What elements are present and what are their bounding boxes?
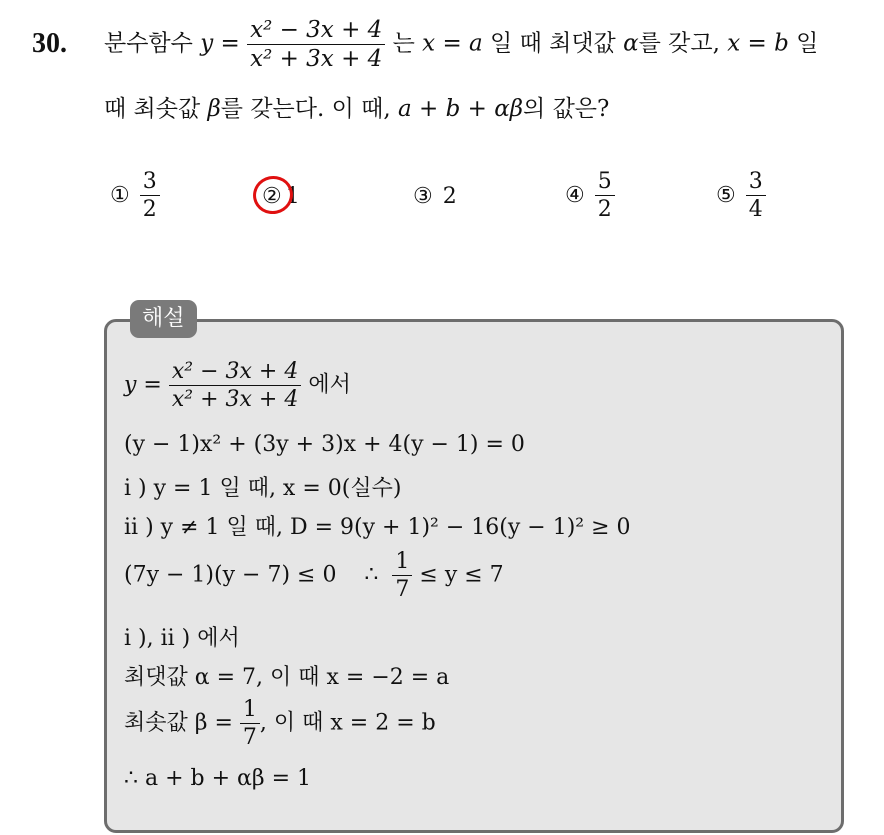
answer-circle-mark bbox=[249, 172, 296, 217]
solution-line-8-b: , 이 때 x = 2 = b bbox=[259, 710, 436, 736]
solution-line-6: i ), ii ) 에서 bbox=[124, 626, 240, 651]
question-text-e: 때 최솟값 bbox=[104, 96, 201, 122]
solution-line-3: i ) y = 1 일 때, x = 0(실수) bbox=[124, 476, 402, 501]
question-lead: 분수함수 bbox=[104, 30, 193, 57]
choice-4-numerator: 5 bbox=[595, 170, 615, 196]
solution-suffix: 에서 bbox=[308, 372, 351, 398]
alpha-symbol: α bbox=[623, 30, 639, 57]
solution-line-2: (y − 1)x² + (3y + 3)x + 4(y − 1) = 0 bbox=[124, 432, 525, 457]
choice-number-1: ① bbox=[110, 183, 130, 209]
solution-line-7: 최댓값 α = 7, 이 때 x = −2 = a bbox=[124, 665, 450, 690]
question-line-2 bbox=[104, 90, 609, 123]
y-variable: y bbox=[200, 30, 214, 57]
choice-4-denominator: 2 bbox=[597, 197, 612, 223]
solution-line-8 bbox=[124, 698, 436, 749]
solution-line-8-fraction bbox=[240, 698, 260, 749]
choice-1[interactable] bbox=[110, 170, 160, 221]
solution-fraction-denominator: x² + 3x + 4 bbox=[171, 387, 299, 413]
fraction-denominator: x² + 3x + 4 bbox=[250, 46, 383, 73]
question-text-g: 의 값은? bbox=[523, 96, 610, 122]
choice-number-3: ③ bbox=[413, 184, 433, 209]
fraction-numerator: x² − 3x + 4 bbox=[247, 18, 385, 45]
choice-number-2: ② bbox=[262, 184, 282, 209]
condition-x-eq-b: x = b bbox=[727, 30, 789, 57]
question-text-a: 는 bbox=[392, 30, 415, 57]
solution-line-5-b: ≤ y ≤ 7 bbox=[419, 562, 504, 588]
choice-1-fraction bbox=[140, 170, 160, 221]
solution-line-5 bbox=[124, 550, 504, 601]
solution-line-5-a: (7y − 1)(y − 7) ≤ 0 ∴ bbox=[124, 562, 386, 588]
choice-number-5: ⑤ bbox=[716, 183, 736, 209]
question-number: 30. bbox=[32, 28, 67, 59]
choice-number-4: ④ bbox=[565, 183, 585, 209]
choice-5-denominator: 4 bbox=[748, 197, 763, 223]
line-8-numerator: 1 bbox=[240, 698, 260, 724]
solution-tag: 해설 bbox=[130, 300, 197, 338]
beta-symbol: β bbox=[207, 96, 221, 122]
question-text-d: 일 bbox=[796, 30, 819, 57]
choice-1-numerator: 3 bbox=[140, 170, 160, 196]
solution-fraction-numerator: x² − 3x + 4 bbox=[169, 360, 301, 386]
question-text-f: 를 갖는다. 이 때, bbox=[220, 96, 391, 122]
solution-line-1 bbox=[124, 360, 351, 411]
line-8-denominator: 7 bbox=[242, 725, 257, 751]
choice-3-value: 2 bbox=[442, 184, 457, 209]
choice-5-numerator: 3 bbox=[746, 170, 766, 196]
choice-5[interactable] bbox=[716, 170, 766, 221]
line-5-numerator: 1 bbox=[392, 550, 412, 576]
choice-3[interactable] bbox=[413, 184, 457, 209]
choice-4-fraction bbox=[595, 170, 615, 221]
target-expression: a + b + αβ bbox=[397, 96, 524, 122]
solution-y-eq: y = bbox=[124, 372, 162, 398]
choice-4[interactable] bbox=[565, 170, 615, 221]
choice-1-denominator: 2 bbox=[142, 197, 157, 223]
solution-line-5-fraction bbox=[392, 550, 412, 601]
choice-2-value: 1 bbox=[285, 184, 300, 209]
choice-5-fraction bbox=[746, 170, 766, 221]
question-fraction bbox=[247, 18, 385, 71]
question-text-b: 일 때 최댓값 bbox=[490, 30, 616, 57]
question-line-1 bbox=[104, 18, 818, 71]
solution-fraction bbox=[169, 360, 301, 411]
line-5-denominator: 7 bbox=[395, 577, 410, 603]
question-text-c: 를 갖고, bbox=[638, 30, 720, 57]
solution-line-4: ii ) y ≠ 1 일 때, D = 9(y + 1)² − 16(y − 1)² ≥ 0 bbox=[124, 515, 631, 540]
condition-x-eq-a: x = a bbox=[422, 30, 483, 57]
equals-sign: = bbox=[220, 30, 240, 57]
solution-line-9: ∴ a + b + αβ = 1 bbox=[124, 766, 312, 791]
solution-line-8-a: 최솟값 β = bbox=[124, 710, 233, 736]
